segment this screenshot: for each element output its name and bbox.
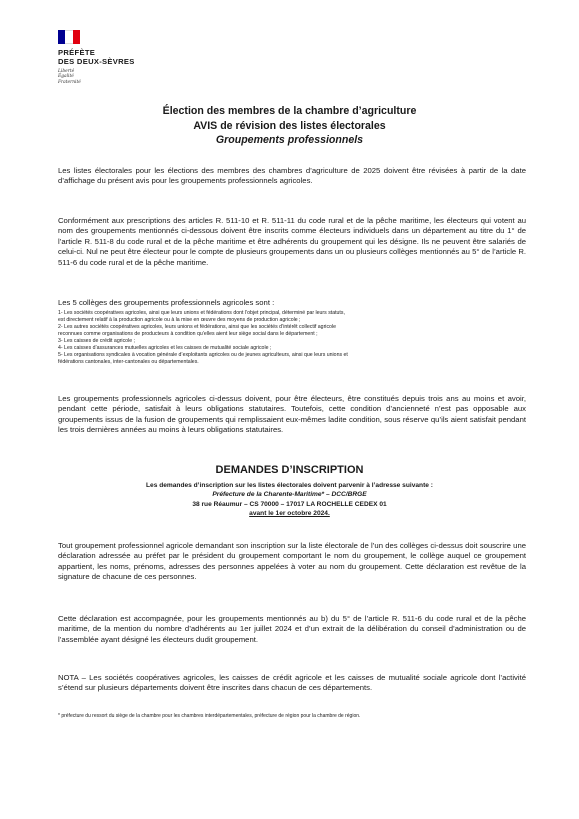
colleges-intro: Les 5 collèges des groupements professionnels agricoles sont : <box>58 298 275 307</box>
list-item: 1- Les sociétés coopératives agricoles, ainsi que leurs unions et fédérations dont l’objet principal, déterminé par leurs statuts, <box>58 310 345 316</box>
french-flag-icon <box>58 30 80 44</box>
list-item: est directement relatif à la production agricole ou à la mise en œuvre des moyens de production agricole ; <box>58 317 301 323</box>
footnote: * préfecture du ressort du siège de la chambre pour les chambres interdépartementales, préfecture de région pour la chambre de région. <box>58 713 361 719</box>
intro-paragraph: Les listes électorales pour les élections des membres des chambres d’agriculture de 2025 doivent être révisées à partir de la date d’affichage du présent avis pour les groupements professionnels agricoles. <box>58 166 526 186</box>
eligibility-paragraph: Conformément aux prescriptions des articles R. 511-10 et R. 511-11 du code rural et de la pêche maritime, les électeurs qui votent au nom des groupements mentionnés ci-dessous doivent être inscrits comme électeurs individuels dans un département au titre du 1° de l’article R. 511-8 du code rural et de la pêche maritime et être adhérents du groupement qui les désigne. Ils ne peuvent être salariés de celui-ci. Nul ne peut être électeur pour le compte de plusieurs groupements dans un ou plusieurs collèges mentionnés au 5° de l’article R. 511-6 du code rural et de la pêche maritime. <box>58 216 527 267</box>
address-office: Préfecture de la Charente-Maritime* – DCC/BRGE <box>212 491 367 499</box>
seniority-paragraph: Les groupements professionnels agricoles ci-dessus doivent, pour être électeurs, être constitués depuis trois ans au moins et avoir, pendant cette période, satisfait à leurs obligations statutaires. Toutefois, cette condition d’ancienneté n’est pas opposable aux groupements issus de la fusion de groupements qui remplissaient eux-mêmes ladite condition, sous réserve qu’ils aient satisfait pendant les trois dernières années au moins à leurs obligations statutaires. <box>58 394 526 435</box>
nota-paragraph <box>58 673 526 694</box>
list-item: 3- Les caisses de crédit agricole ; <box>58 338 135 344</box>
prefecture-name: PRÉFÈTE DES DEUX-SÈVRES <box>58 48 135 66</box>
page-title <box>0 104 579 148</box>
address-block <box>0 481 579 519</box>
attachment-paragraph: Cette déclaration est accompagnée, pour les groupements mentionnés au b) du 5° de l’article R. 511-6 du code rural et de la pêche maritime, de la mention du nombre d’adhérents au 1er juillet 2024 et d’un extrait de la délibération du conseil d’administration ou de l’assemblée ayant désigné les électeurs dudit groupement. <box>58 614 526 644</box>
prefecture-logo <box>58 30 188 85</box>
republic-motto: Liberté Égalité Fraternité <box>58 69 81 85</box>
title-line-1: Élection des membres de la chambre d’agriculture <box>162 105 417 117</box>
nota-label: NOTA <box>58 673 79 682</box>
list-item: 5- Les organisations syndicales à vocation générale d’exploitants agricoles ou de jeunes agriculteurs, ainsi que leurs unions et <box>58 352 348 358</box>
address-street: 38 rue Réaumur – CS 70000 – 17017 LA ROCHELLE CEDEX 01 <box>192 500 387 508</box>
list-item: fédérations cantonales, inter-cantonales ou départementales. <box>58 359 199 365</box>
list-item: reconnues comme organisations de producteurs à condition qu’elles aient leur siège social dans le département ; <box>58 331 318 337</box>
list-item: 2- Les autres sociétés coopératives agricoles, leurs unions et fédérations, ainsi que les sociétés d’intérêt collectif agricole <box>58 324 336 330</box>
title-line-2: AVIS de révision des listes électorales <box>193 119 386 132</box>
inscription-heading: DEMANDES D’INSCRIPTION <box>215 464 364 476</box>
list-item: 4- Les caisses d’assurances mutuelles agricoles et les caisses de mutualité sociale agricole ; <box>58 345 272 351</box>
declaration-paragraph: Tout groupement professionnel agricole demandant son inscription sur la liste électorale de l’un des collèges ci-dessus doit souscrire une déclaration adressée au préfet par le président du groupement comportant le nom du groupement, le collège auquel ce groupement appartient, les noms, prénoms, adresses des personnes appelées à voter au nom du groupement. Cette déclaration est revêtue de la signature de chacune de ces personnes. <box>58 541 526 582</box>
colleges-list <box>58 310 526 366</box>
nota-text: – Les sociétés coopératives agricoles, les caisses de crédit agricole et les caisses de mutualité sociale agricole dont l’activité s’étend sur plusieurs départements doivent être inscrites dans chacun de ces départements. <box>58 673 526 693</box>
address-intro: Les demandes d’inscription sur les listes électorales doivent parvenir à l’adresse suivante : <box>146 482 433 489</box>
address-deadline: avant le 1er octobre 2024. <box>249 510 330 518</box>
title-line-3: Groupements professionnels <box>215 134 364 146</box>
